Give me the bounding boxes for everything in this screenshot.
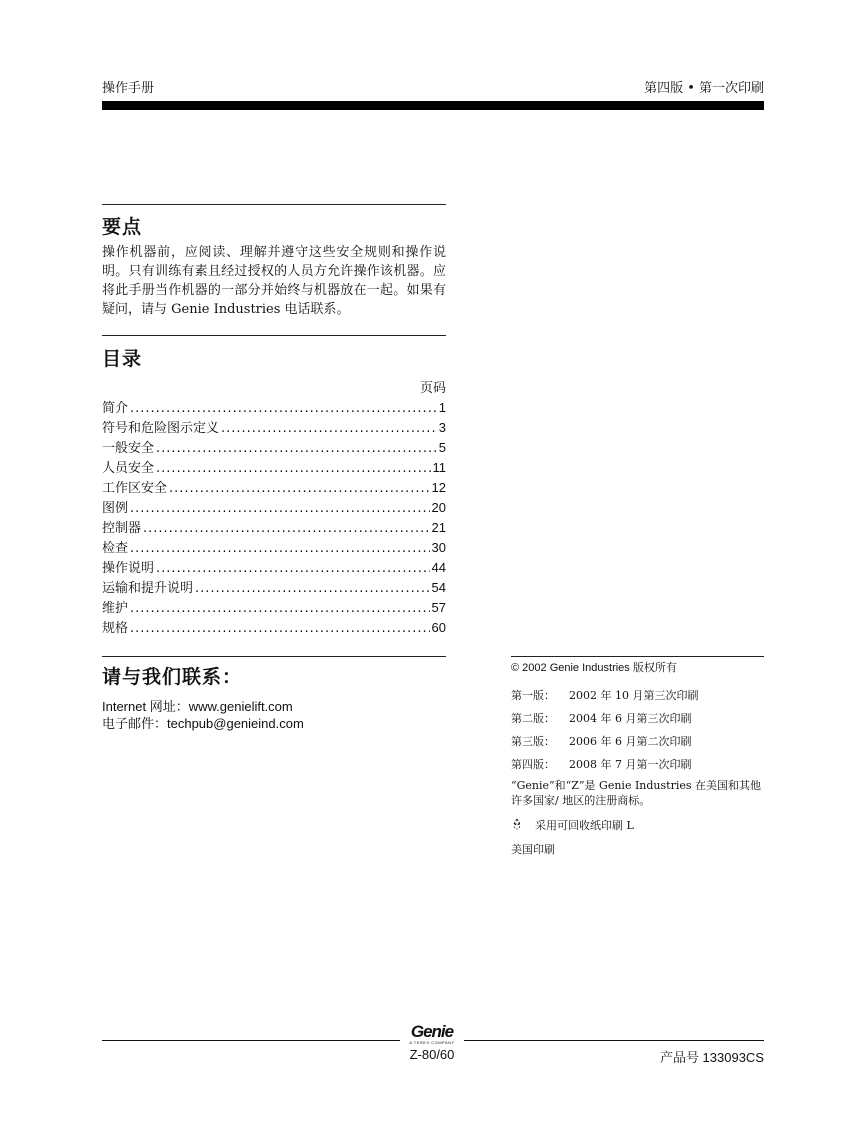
toc-item-label: 操作说明: [102, 561, 155, 576]
toc-leader: [156, 561, 430, 576]
toc-item-legend[interactable]: [102, 497, 446, 517]
logo-wordmark: Genie: [410, 1022, 454, 1041]
toc-item-maintenance[interactable]: [102, 597, 446, 617]
recycled-notice: [511, 817, 765, 833]
toc-leader: [130, 401, 437, 416]
header-manual-title: 操作手册: [102, 81, 155, 96]
toc-leader: [195, 581, 430, 596]
toc-item-label: 符号和危险图示定义: [102, 421, 220, 436]
contact-details: [102, 698, 304, 732]
toc-item-page: 3: [438, 420, 446, 435]
toc-heading: 目录: [102, 348, 143, 370]
edition-date: 2002 年 10 月第三次印刷: [569, 688, 699, 702]
edition-row: [511, 683, 765, 706]
contact-email[interactable]: 电子邮件：techpub@genieind.com: [102, 716, 304, 731]
toc-item-page: 20: [431, 500, 446, 515]
toc-item-intro[interactable]: [102, 397, 446, 417]
edition-date: 2008 年 7 月第一次印刷: [569, 757, 692, 771]
copyright-block: [511, 661, 765, 857]
toc-item-page: 44: [431, 560, 446, 575]
toc-item-operation[interactable]: [102, 557, 446, 577]
toc-item-label: 维护: [102, 601, 129, 616]
copyright-rule: [511, 656, 764, 657]
toc-leader: [221, 421, 437, 436]
contact-heading: 请与我们联系：: [102, 666, 243, 688]
edition-label: 第一版：: [511, 688, 555, 702]
toc-page-header: 页码: [419, 381, 446, 396]
contact-website[interactable]: Internet 网址：www.genielift.com: [102, 699, 293, 714]
toc-item-label: 图例: [102, 501, 129, 516]
footer-part-number: 产品号 133093CS: [659, 1050, 764, 1065]
toc-leader: [130, 541, 430, 556]
toc-list: [102, 397, 446, 637]
edition-label: 第三版：: [511, 734, 555, 748]
toc-leader: [169, 481, 430, 496]
genie-logo: [401, 1023, 463, 1045]
toc-item-personal-safety[interactable]: [102, 457, 446, 477]
toc-leader: [130, 501, 430, 516]
edition-date: 2004 年 6 月第三次印刷: [569, 711, 692, 725]
toc-item-label: 一般安全: [102, 441, 155, 456]
logo-subtitle: A TEREX COMPANY: [409, 1040, 455, 1045]
header-edition: 第四版 • 第一次印刷: [644, 81, 764, 96]
edition-row: [511, 706, 765, 729]
important-rule: [102, 204, 446, 205]
printed-in: 美国印刷: [511, 843, 555, 856]
toc-item-inspections[interactable]: [102, 537, 446, 557]
toc-item-workplace-safety[interactable]: [102, 477, 446, 497]
toc-item-page: 21: [431, 520, 446, 535]
toc-item-label: 简介: [102, 401, 129, 416]
toc-item-page: 54: [431, 580, 446, 595]
toc-item-label: 规格: [102, 621, 129, 636]
important-text: 操作机器前，应阅读、理解并遵守这些安全规则和操作说明。只有训练有素且经过授权的人员方允许操作该机器。应将此手册当作机器的一部分并始终与机器放在一起。如果有疑问，请与 Genie Industries 电话联系。: [102, 245, 446, 317]
toc-item-page: 1: [438, 400, 446, 415]
toc-item-label: 工作区安全: [102, 481, 168, 496]
footer-rule-right: [464, 1040, 764, 1041]
edition-label: 第四版：: [511, 757, 555, 771]
toc-item-page: 12: [431, 480, 446, 495]
toc-item-page: 30: [431, 540, 446, 555]
toc-leader: [130, 621, 430, 636]
toc-rule: [102, 335, 446, 336]
toc-item-controls[interactable]: [102, 517, 446, 537]
footer-rule-left: [102, 1040, 400, 1041]
toc-item-label: 检查: [102, 541, 129, 556]
toc-item-label: 运输和提升说明: [102, 581, 194, 596]
toc-leader: [156, 441, 437, 456]
toc-leader: [130, 601, 430, 616]
trademark-notice: “Genie”和“Z”是 Genie Industries 在美国和其他许多国家/ 地区的注册商标。: [511, 779, 761, 807]
copyright-line: © 2002 Genie Industries 版权所有: [511, 662, 677, 674]
toc-item-general-safety[interactable]: [102, 437, 446, 457]
toc-leader: [156, 461, 430, 476]
toc-item-page: 11: [432, 460, 446, 475]
recycle-icon: [511, 818, 525, 833]
edition-label: 第二版：: [511, 711, 555, 725]
toc-item-specifications[interactable]: [102, 617, 446, 637]
toc-item-page: 57: [431, 600, 446, 615]
toc-item-transport[interactable]: [102, 577, 446, 597]
contact-rule: [102, 656, 446, 657]
edition-date: 2006 年 6 月第二次印刷: [569, 734, 692, 748]
toc-item-page: 60: [431, 620, 446, 635]
toc-item-page: 5: [438, 440, 446, 455]
important-heading: 要点: [102, 216, 143, 238]
toc-item-symbols[interactable]: [102, 417, 446, 437]
recycled-text: 采用可回收纸印刷 L: [535, 819, 634, 832]
edition-row: [511, 752, 765, 775]
toc-item-label: 控制器: [102, 521, 142, 536]
toc-item-label: 人员安全: [102, 461, 155, 476]
footer-model: Z-80/60: [409, 1047, 455, 1062]
edition-row: [511, 729, 765, 752]
header-bar: [102, 101, 764, 110]
toc-leader: [143, 521, 430, 536]
